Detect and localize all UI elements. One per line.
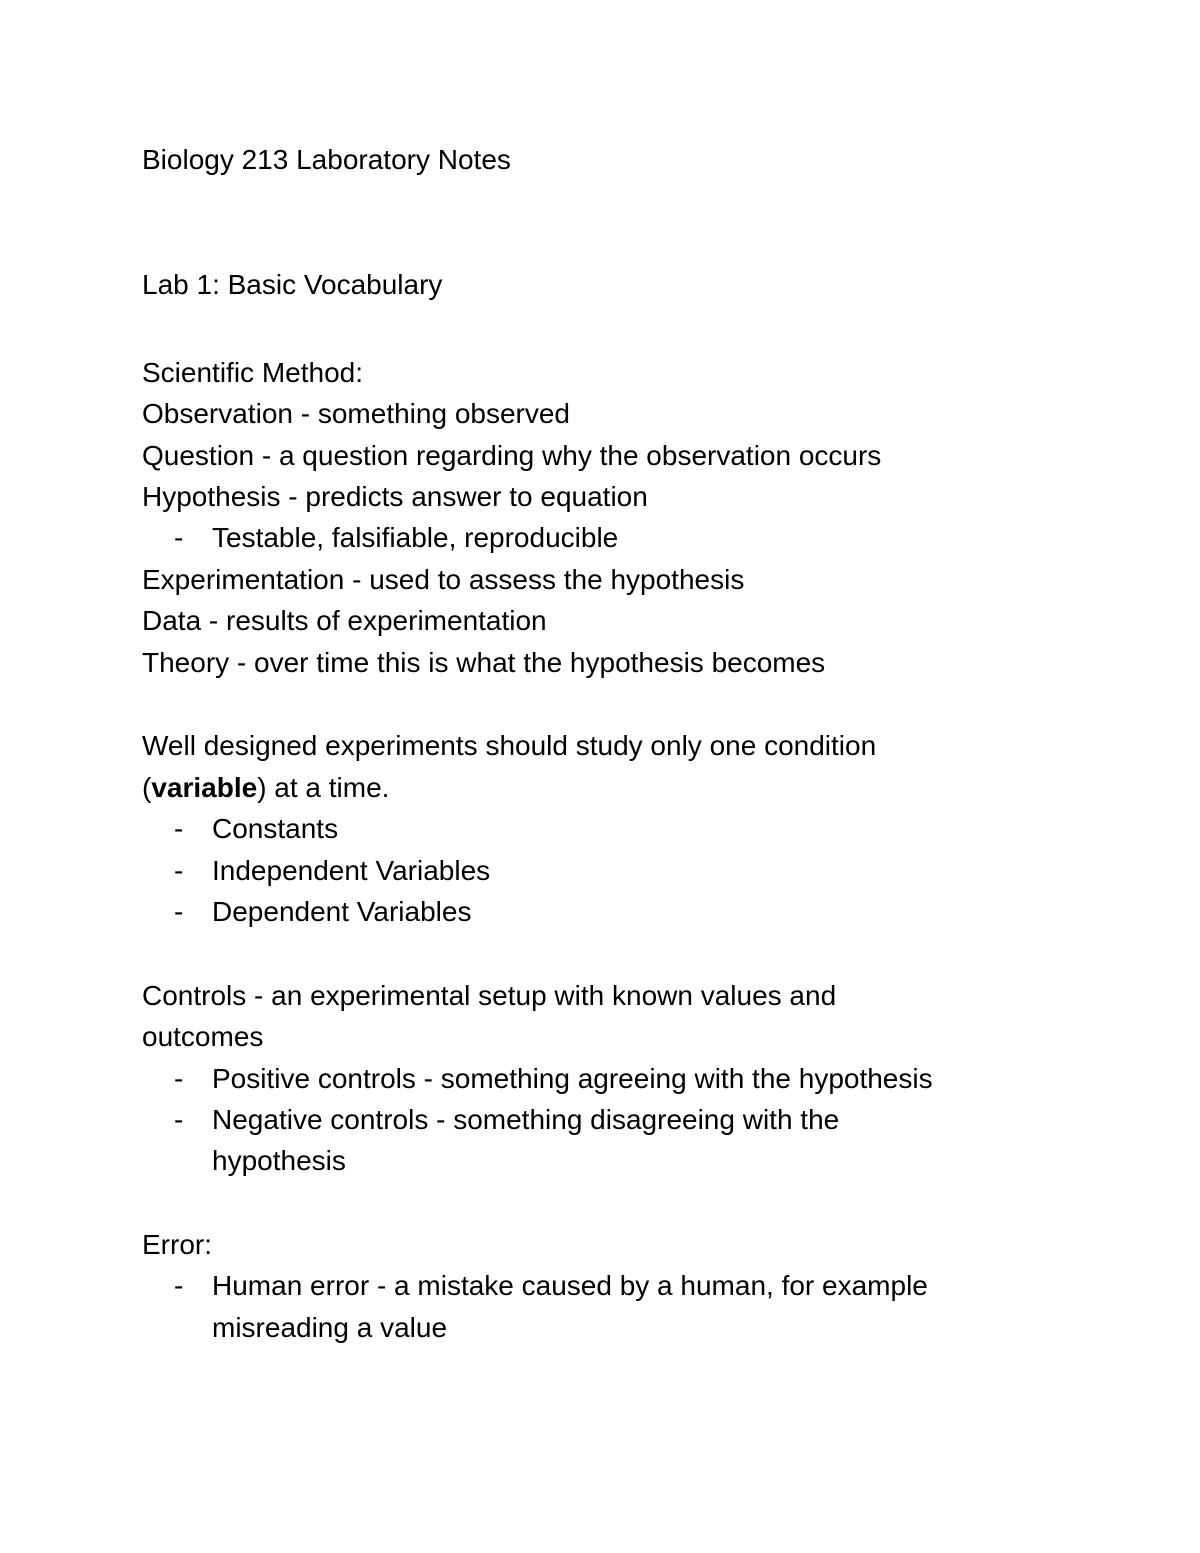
lab-heading: Lab 1: Basic Vocabulary <box>142 269 443 300</box>
bullet-dash: - <box>174 855 184 886</box>
bullet-dash: - <box>174 522 184 553</box>
bullet-dash: - <box>174 1104 184 1135</box>
controls-line1: Controls - an experimental setup with known values and <box>142 980 837 1011</box>
experimentation-line: Experimentation - used to assess the hypothesis <box>142 564 745 595</box>
negative-controls-item: Negative controls - something disagreeing with the <box>212 1104 840 1135</box>
data-line: Data - results of experimentation <box>142 605 547 636</box>
variables-intro-line2: (variable) at a time. <box>142 772 390 803</box>
hypothesis-line: Hypothesis - predicts answer to equation <box>142 481 648 512</box>
observation-line: Observation - something observed <box>142 398 570 429</box>
bullet-dash: - <box>174 896 184 927</box>
variables-intro-line1: Well designed experiments should study only one condition <box>142 730 877 761</box>
hypothesis-criteria: Testable, falsifiable, reproducible <box>212 522 619 553</box>
controls-line2: outcomes <box>142 1021 264 1052</box>
list-item-independent-variables: Independent Variables <box>212 855 491 886</box>
error-heading: Error: <box>142 1229 212 1260</box>
bullet-dash: - <box>174 1063 184 1094</box>
bullet-dash: - <box>174 813 184 844</box>
human-error-item-cont: misreading a value <box>212 1312 448 1343</box>
document-title: Biology 213 Laboratory Notes <box>142 144 511 175</box>
list-item-constants: Constants <box>212 813 339 844</box>
theory-line: Theory - over time this is what the hypothesis becomes <box>142 647 826 678</box>
negative-controls-item-cont: hypothesis <box>212 1145 346 1176</box>
human-error-item: Human error - a mistake caused by a human, for example <box>212 1270 928 1301</box>
variable-term: variable <box>151 772 258 803</box>
positive-controls-item: Positive controls - something agreeing with the hypothesis <box>212 1063 933 1094</box>
scientific-method-heading: Scientific Method: <box>142 357 363 388</box>
list-item-dependent-variables: Dependent Variables <box>212 896 472 927</box>
bullet-dash: - <box>174 1270 184 1301</box>
question-line: Question - a question regarding why the observation occurs <box>142 440 882 471</box>
